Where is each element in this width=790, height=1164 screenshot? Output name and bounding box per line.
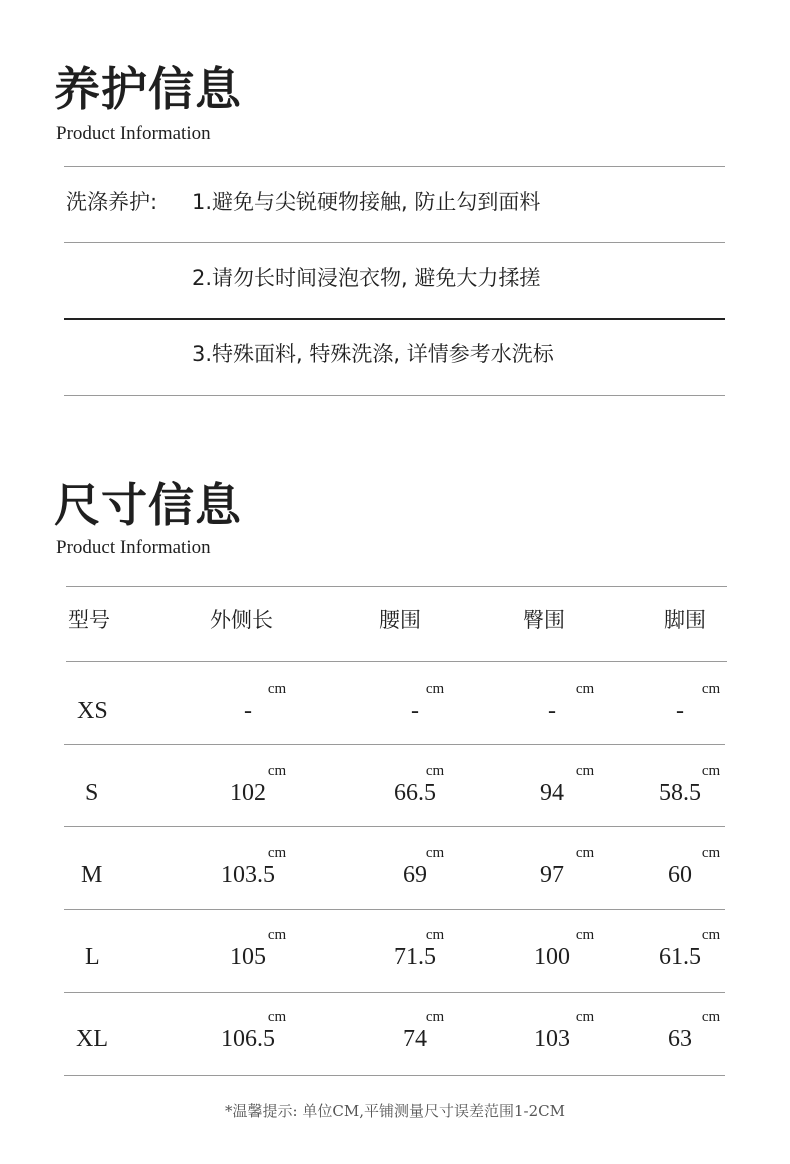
unit-label: cm	[575, 763, 595, 779]
care-divider-1	[64, 242, 725, 243]
unit-label: cm	[575, 927, 595, 943]
size-section-title: 尺寸信息	[54, 478, 242, 532]
hem-value: 63	[668, 1026, 692, 1052]
care-item-3: 3.特殊面料, 特殊洗涤, 详情参考水洗标	[192, 342, 554, 366]
care-section-title: 养护信息	[54, 62, 242, 116]
header-hip: 臀围	[523, 608, 565, 632]
unit-label: cm	[267, 1009, 287, 1025]
waist-value: 66.5	[394, 780, 436, 806]
hip-value: 94	[540, 780, 564, 806]
hem-value: -	[676, 698, 684, 724]
unit-label: cm	[575, 681, 595, 697]
size-label: XS	[77, 698, 108, 724]
care-label: 洗涤养护:	[66, 190, 158, 214]
size-label: S	[85, 780, 99, 806]
size-table-top-border	[66, 586, 727, 587]
unit-label: cm	[267, 681, 287, 697]
header-waist: 腰围	[379, 608, 421, 632]
outseam-value: 106.5	[221, 1026, 275, 1052]
waist-value: 74	[403, 1026, 427, 1052]
unit-label: cm	[575, 845, 595, 861]
size-table-bottom-border	[64, 1075, 725, 1076]
unit-label: cm	[425, 1009, 445, 1025]
row-divider	[64, 992, 725, 993]
unit-label: cm	[267, 927, 287, 943]
care-section-subtitle: Product Information	[56, 123, 211, 144]
care-divider-2	[64, 318, 725, 320]
size-label: XL	[76, 1026, 108, 1052]
unit-label: cm	[425, 845, 445, 861]
outseam-value: 102	[230, 780, 266, 806]
care-divider-top	[64, 166, 725, 167]
care-item-2: 2.请勿长时间浸泡衣物, 避免大力揉搓	[192, 266, 541, 290]
row-divider	[64, 909, 725, 910]
unit-label: cm	[425, 763, 445, 779]
hip-value: -	[548, 698, 556, 724]
row-divider	[64, 744, 725, 745]
header-outseam: 外侧长	[210, 608, 273, 632]
waist-value: 71.5	[394, 944, 436, 970]
unit-label: cm	[701, 763, 721, 779]
row-divider	[64, 826, 725, 827]
unit-label: cm	[267, 845, 287, 861]
unit-label: cm	[701, 1009, 721, 1025]
unit-label: cm	[701, 681, 721, 697]
size-table-header-divider	[66, 661, 727, 662]
size-label: L	[85, 944, 100, 970]
outseam-value: -	[244, 698, 252, 724]
outseam-value: 105	[230, 944, 266, 970]
care-item-1: 1.避免与尖锐硬物接触, 防止勾到面料	[192, 190, 541, 214]
waist-value: -	[411, 698, 419, 724]
hem-value: 58.5	[659, 780, 701, 806]
hip-value: 100	[534, 944, 570, 970]
waist-value: 69	[403, 862, 427, 888]
unit-label: cm	[701, 845, 721, 861]
outseam-value: 103.5	[221, 862, 275, 888]
header-hem: 脚围	[664, 608, 706, 632]
unit-label: cm	[267, 763, 287, 779]
header-size: 型号	[68, 608, 110, 632]
hip-value: 97	[540, 862, 564, 888]
hem-value: 60	[668, 862, 692, 888]
unit-label: cm	[575, 1009, 595, 1025]
care-divider-bottom	[64, 395, 725, 396]
unit-label: cm	[425, 681, 445, 697]
hip-value: 103	[534, 1026, 570, 1052]
size-section-subtitle: Product Information	[56, 537, 211, 558]
hem-value: 61.5	[659, 944, 701, 970]
measurement-note: *温馨提示: 单位CM,平铺测量尺寸误差范围1-2CM	[225, 1102, 565, 1120]
unit-label: cm	[701, 927, 721, 943]
size-label: M	[81, 862, 103, 888]
unit-label: cm	[425, 927, 445, 943]
